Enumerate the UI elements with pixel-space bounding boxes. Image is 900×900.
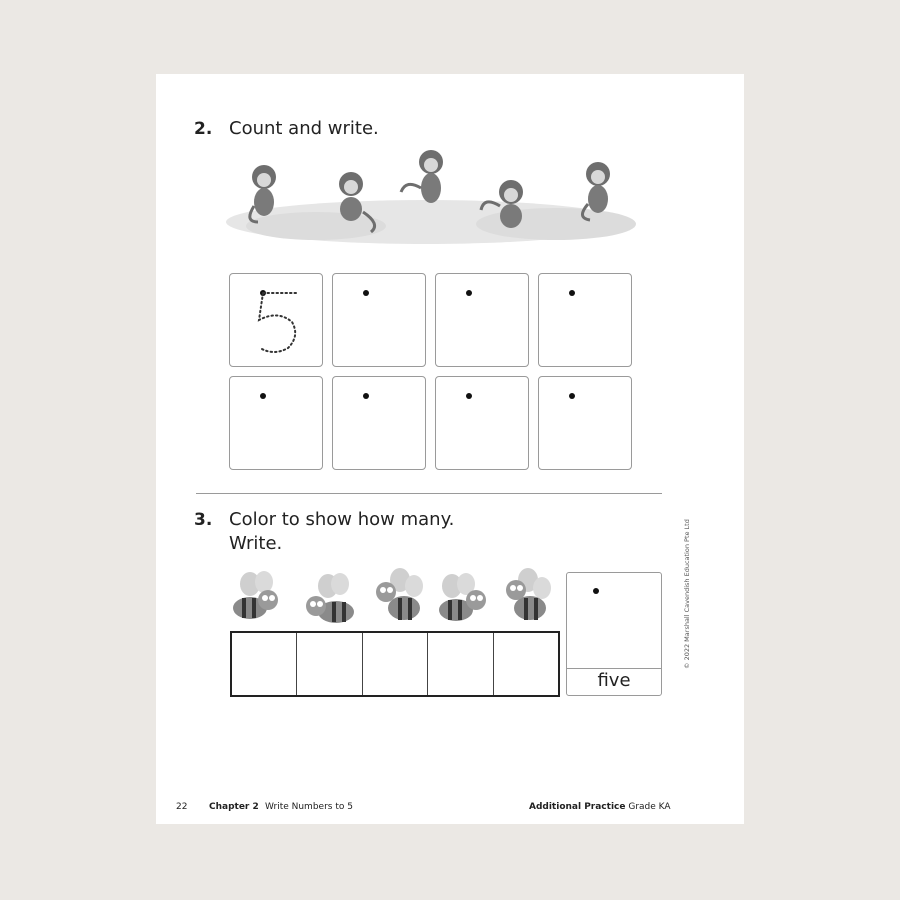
- question-3-number: 3.: [194, 510, 213, 530]
- bee-icon: [306, 573, 354, 623]
- question-2-prompt: Count and write.: [229, 118, 379, 139]
- monkeys-illustration: [226, 144, 646, 254]
- five-frame-cell[interactable]: [428, 633, 493, 695]
- start-dot: [363, 290, 369, 296]
- footer-chapter: [209, 802, 259, 812]
- bees-illustration: [228, 566, 562, 632]
- five-frame-cell[interactable]: [494, 633, 558, 695]
- writing-box[interactable]: [332, 376, 426, 470]
- writing-box[interactable]: [435, 273, 529, 367]
- monkey-icon: [401, 150, 443, 203]
- footer-book: [529, 802, 671, 812]
- bee-icon: [506, 568, 551, 620]
- bee-icon: [439, 573, 486, 621]
- writing-box[interactable]: [538, 376, 632, 470]
- page-number: 22: [176, 802, 188, 812]
- trace-box[interactable]: [229, 273, 323, 367]
- chapter-label: Chapter 2: [209, 802, 259, 812]
- chapter-title: Write Numbers to 5: [265, 802, 353, 812]
- five-frame-cell[interactable]: [297, 633, 362, 695]
- bee-icon: [233, 571, 278, 619]
- question-2-number: 2.: [194, 119, 213, 139]
- five-frame-cell[interactable]: [363, 633, 428, 695]
- bee-icon: [376, 568, 423, 620]
- start-dot: [466, 393, 472, 399]
- writing-box[interactable]: [332, 273, 426, 367]
- writing-box[interactable]: [435, 376, 529, 470]
- question-3-prompt-line2: Write.: [229, 533, 283, 554]
- book-title: Additional Practice: [529, 802, 626, 812]
- traced-digit-five: [230, 274, 324, 368]
- start-dot: [569, 290, 575, 296]
- copyright-notice: © 2022 Marshall Cavendish Education Pte Ltd: [683, 519, 691, 669]
- question-3-prompt-line1: Color to show how many.: [229, 509, 455, 530]
- answer-word: five: [597, 670, 631, 691]
- start-dot: [363, 393, 369, 399]
- five-frame-cell[interactable]: [232, 633, 297, 695]
- start-dot: [569, 393, 575, 399]
- worksheet-page: [156, 74, 744, 824]
- start-dot: [260, 393, 266, 399]
- writing-box[interactable]: [538, 273, 632, 367]
- book-grade: Grade KA: [628, 802, 671, 812]
- answer-box[interactable]: [566, 572, 662, 696]
- writing-box[interactable]: [229, 376, 323, 470]
- five-frame: [230, 631, 560, 697]
- start-dot: [593, 588, 599, 594]
- section-divider: [196, 493, 662, 494]
- answer-box-divider: [567, 668, 661, 669]
- start-dot: [466, 290, 472, 296]
